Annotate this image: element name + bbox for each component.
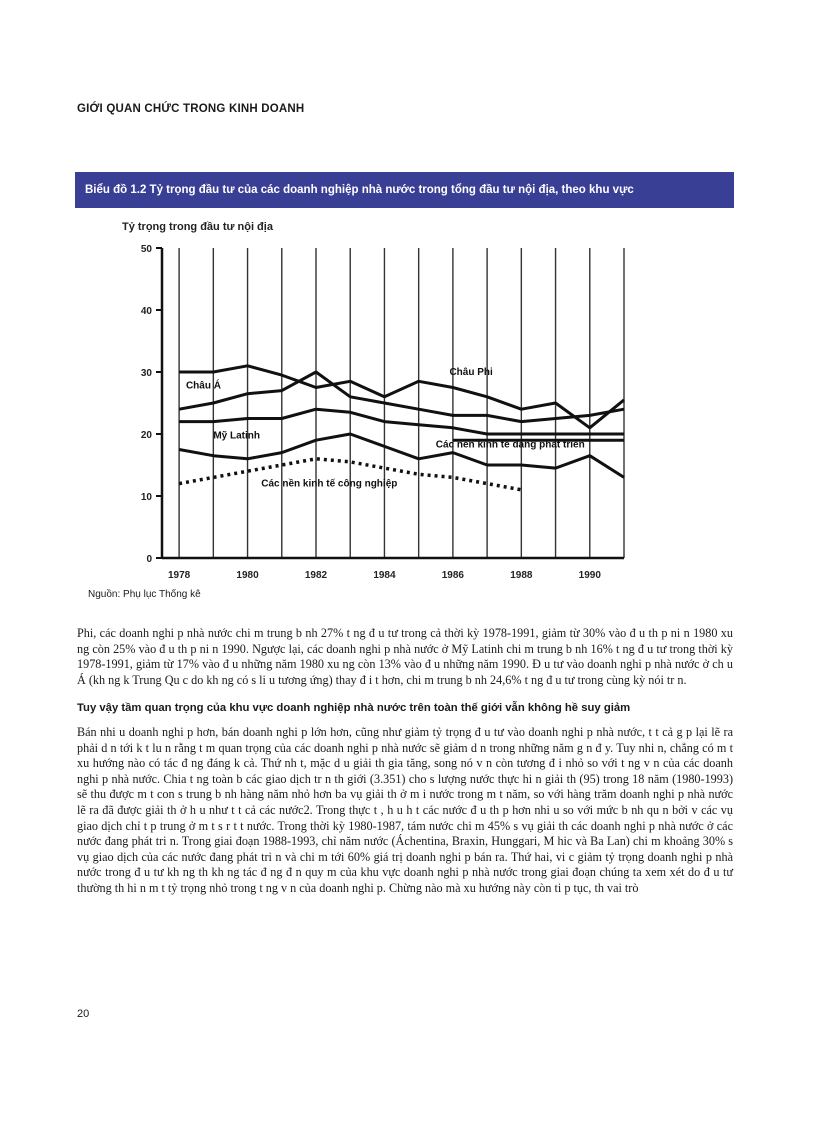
line-chart <box>118 212 638 592</box>
series-label: Các nền kinh tế đang phát triển <box>435 439 585 451</box>
figure-source: Nguồn: Phụ lục Thống kê <box>88 589 201 600</box>
figure-title-bar: Biểu đồ 1.2 Tỷ trọng đầu tư của các doanh nghiệp nhà nước trong tổng đầu tư nội địa, theo khu vực <box>75 172 734 208</box>
x-tick-label: 1978 <box>167 570 191 581</box>
x-tick-label: 1990 <box>578 570 601 581</box>
y-tick-label: 40 <box>140 306 152 317</box>
series-label: Các nền kinh tế công nghiệp <box>261 478 398 490</box>
body-paragraph-2: Bán nhi u doanh nghi p hơn, bán doanh nghi p lớn hơn, cũng như giảm tỷ trọng đ u tư vào doanh nghi p nhà nước, t t cả g p lại lẽ ra phải d n tới k t lu n rằng t m quan trọng của các doanh nghi p nhà nước sẽ giảm d n trong những năm g n đ y. Tuy nhi n, chẳng có m t xu hướng nào có tác đ ng đáng k cả. Thứ nh t, mặc d u giải th gia tăng, song nó v n còn tương đ i nhỏ so với t ng v n của các doanh nghi p nhà nước. Chia t ng toàn b các giao dịch tr n th giới (3.351) cho s lượng nước thực hi n giải th (95) trong 18 năm (1980-1993) sẽ thu được m t con s trung b nh hàng năm nhỏ hơn ba vụ giải th ở m i nước trong m t năm, so với hàng trăm doanh nghi p nhà nước lẽ ra đã được giải th ở h u như t t cả các nước2. Trong thực t , h u h t các nước đ u th p hơn nhi u so với mức b nh qu n bởi v các vụ giao dịch chỉ t p trung ở m t s r t t nước. Trong thời kỳ 1980-1987, tám nước chi m 45% s vụ giải th các doanh nghi p nhà nước ở các nước đang phát tri n. Trong giai đoạn 1988-1993, chỉ năm nước (Áchentina, Braxin, Hunggari, M hic và Ba Lan) chi m khoảng 30% s vụ giao dịch của các nước đang phát tri n và chi m tới 60% giá trị doanh nghi p bán ra. Thứ hai, vi c giảm tỷ trọng doanh nghi p nhà nước trong đ u tư kh ng th kh ng tác đ ng đ n quy m của khu vực doanh nghi p nhà nước trong giai đoạn chúng ta xem xét do đ u tư thường th hi n m t tỷ trọng nhỏ trong t ng v n của doanh nghi p. Chừng nào mà xu hướng này còn ti p tục, th vai trò <box>77 725 733 895</box>
page-number: 20 <box>77 1008 90 1020</box>
series-label: Châu Phi <box>449 367 493 379</box>
x-tick-label: 1986 <box>441 570 465 581</box>
section-subheading: Tuy vậy tầm quan trọng của khu vực doanh nghiệp nhà nước trên toàn thế giới vẫn không hề suy giảm <box>77 702 631 714</box>
series-label: Mỹ Latinh <box>213 430 261 442</box>
running-header: GIỚI QUAN CHỨC TRONG KINH DOANH <box>77 103 305 115</box>
x-tick-label: 1982 <box>304 570 328 581</box>
y-axis-label: Tỷ trọng trong đầu tư nội địa <box>122 221 273 233</box>
y-tick-label: 0 <box>146 554 152 565</box>
x-tick-label: 1984 <box>373 570 396 581</box>
y-tick-label: 20 <box>140 430 152 441</box>
x-tick-label: 1980 <box>236 570 259 581</box>
y-tick-label: 50 <box>140 244 152 255</box>
series-label: Châu Á <box>185 380 221 392</box>
series-line-2 <box>179 372 624 422</box>
y-tick-label: 10 <box>140 492 152 503</box>
body-paragraph-1: Phi, các doanh nghi p nhà nước chi m trung b nh 27% t ng đ u tư trong cả thời kỳ 1978-1991, giảm từ 30% vào đ u th p ni n 1980 xu ng còn 25% vào đ u th p ni n 1990. Ngược lại, các doanh nghi p nhà nước ở Mỹ Latinh chi m trung b nh 16% t ng đ u tư trong thời kỳ 1978-1991, giảm từ 17% vào đ u những năm 1980 xu ng còn 13% vào đ u những năm 1990. Đ u tư vào doanh nghi p nhà nước ở ch u Á (kh ng k Trung Qu c do kh ng có s li u tương ứng) thay đ i t hơn, chi m trung b nh 24,6% t ng đ u tư trong cùng kỳ nói tr n. <box>77 626 733 687</box>
y-tick-label: 30 <box>140 368 152 379</box>
x-tick-label: 1988 <box>510 570 533 581</box>
